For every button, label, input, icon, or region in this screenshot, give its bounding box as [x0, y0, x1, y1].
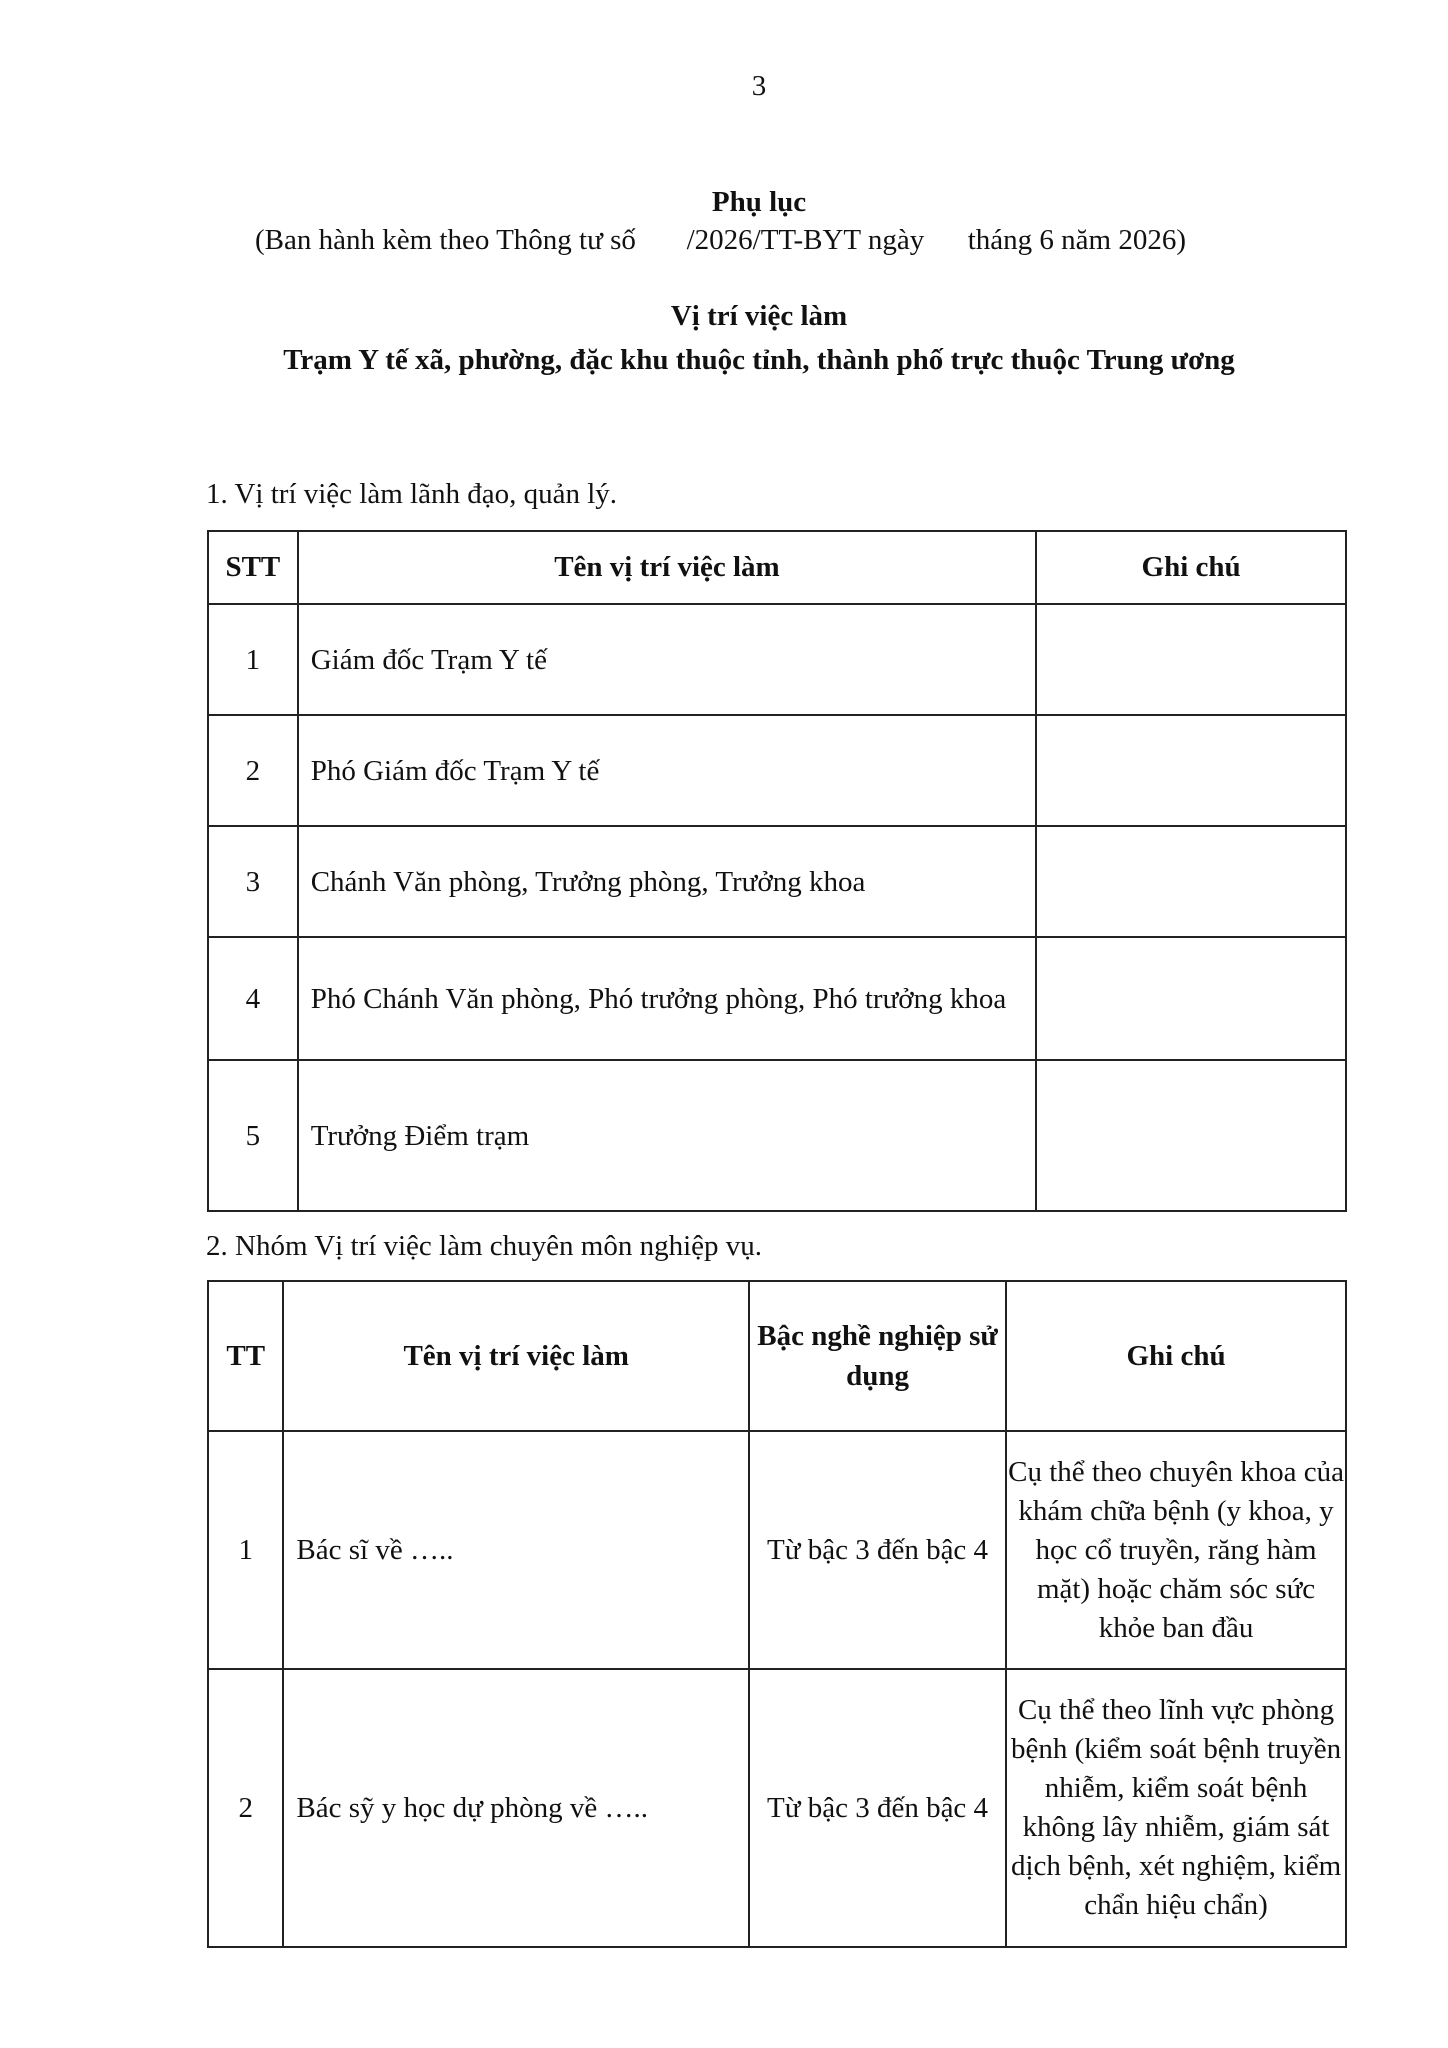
table-header-row — [208, 1281, 1346, 1431]
table-row — [208, 1669, 1346, 1947]
row-note — [1036, 715, 1346, 826]
row-position-name: Chánh Văn phòng, Trưởng phòng, Trưởng khoa — [298, 826, 1037, 937]
page-number: 3 — [751, 70, 767, 102]
appendix-title: Phụ lục — [711, 186, 807, 218]
row-position-name: Phó Chánh Văn phòng, Phó trưởng phòng, Phó trưởng khoa — [298, 937, 1037, 1060]
table-header-row — [208, 531, 1346, 604]
table-row — [208, 937, 1346, 1060]
row-tt: 1 — [208, 1431, 283, 1669]
header-tt: TT — [208, 1281, 283, 1431]
row-stt: 4 — [208, 937, 298, 1060]
table-row — [208, 1431, 1346, 1669]
row-stt: 5 — [208, 1060, 298, 1211]
row-career-level: Từ bậc 3 đến bậc 4 — [749, 1669, 1006, 1947]
row-stt: 1 — [208, 604, 298, 715]
header-position-name: Tên vị trí việc làm — [298, 531, 1037, 604]
leadership-positions-table — [207, 530, 1347, 1212]
row-note: Cụ thể theo chuyên khoa của khám chữa bệnh (y khoa, y học cổ truyền, răng hàm mặt) hoặc chăm sóc sức khỏe ban đầu — [1006, 1431, 1346, 1669]
row-note — [1036, 604, 1346, 715]
row-note — [1036, 826, 1346, 937]
row-stt: 2 — [208, 715, 298, 826]
row-note: Cụ thể theo lĩnh vực phòng bệnh (kiểm soát bệnh truyền nhiễm, kiểm soát bệnh không lây nhiễm, giám sát dịch bệnh, xét nghiệm, kiểm chẩn hiệu chẩn) — [1006, 1669, 1346, 1947]
row-position-name: Trưởng Điểm trạm — [298, 1060, 1037, 1211]
row-position-name: Phó Giám đốc Trạm Y tế — [298, 715, 1037, 826]
table-row — [208, 826, 1346, 937]
professional-positions-table — [207, 1280, 1347, 1948]
header-note: Ghi chú — [1006, 1281, 1346, 1431]
row-position-name: Bác sĩ về ….. — [283, 1431, 749, 1669]
appendix-subtitle: (Ban hành kèm theo Thông tư số /2026/TT-BYT ngày tháng 6 năm 2026) — [255, 224, 1187, 256]
document-subtitle: Trạm Y tế xã, phường, đặc khu thuộc tỉnh, thành phố trực thuộc Trung ương — [283, 344, 1235, 376]
section-1-heading: 1. Vị trí việc làm lãnh đạo, quản lý. — [206, 478, 618, 510]
row-tt: 2 — [208, 1669, 283, 1947]
header-career-level: Bậc nghề nghiệp sử dụng — [749, 1281, 1006, 1431]
table-row — [208, 604, 1346, 715]
table-row — [208, 715, 1346, 826]
header-stt: STT — [208, 531, 298, 604]
row-position-name: Giám đốc Trạm Y tế — [298, 604, 1037, 715]
row-stt: 3 — [208, 826, 298, 937]
document-title: Vị trí việc làm — [670, 300, 848, 332]
row-note — [1036, 1060, 1346, 1211]
section-2-heading: 2. Nhóm Vị trí việc làm chuyên môn nghiệp vụ. — [206, 1230, 763, 1262]
row-position-name: Bác sỹ y học dự phòng về ….. — [283, 1669, 749, 1947]
row-note — [1036, 937, 1346, 1060]
row-career-level: Từ bậc 3 đến bậc 4 — [749, 1431, 1006, 1669]
header-note: Ghi chú — [1036, 531, 1346, 604]
header-position-name: Tên vị trí việc làm — [283, 1281, 749, 1431]
table-row — [208, 1060, 1346, 1211]
